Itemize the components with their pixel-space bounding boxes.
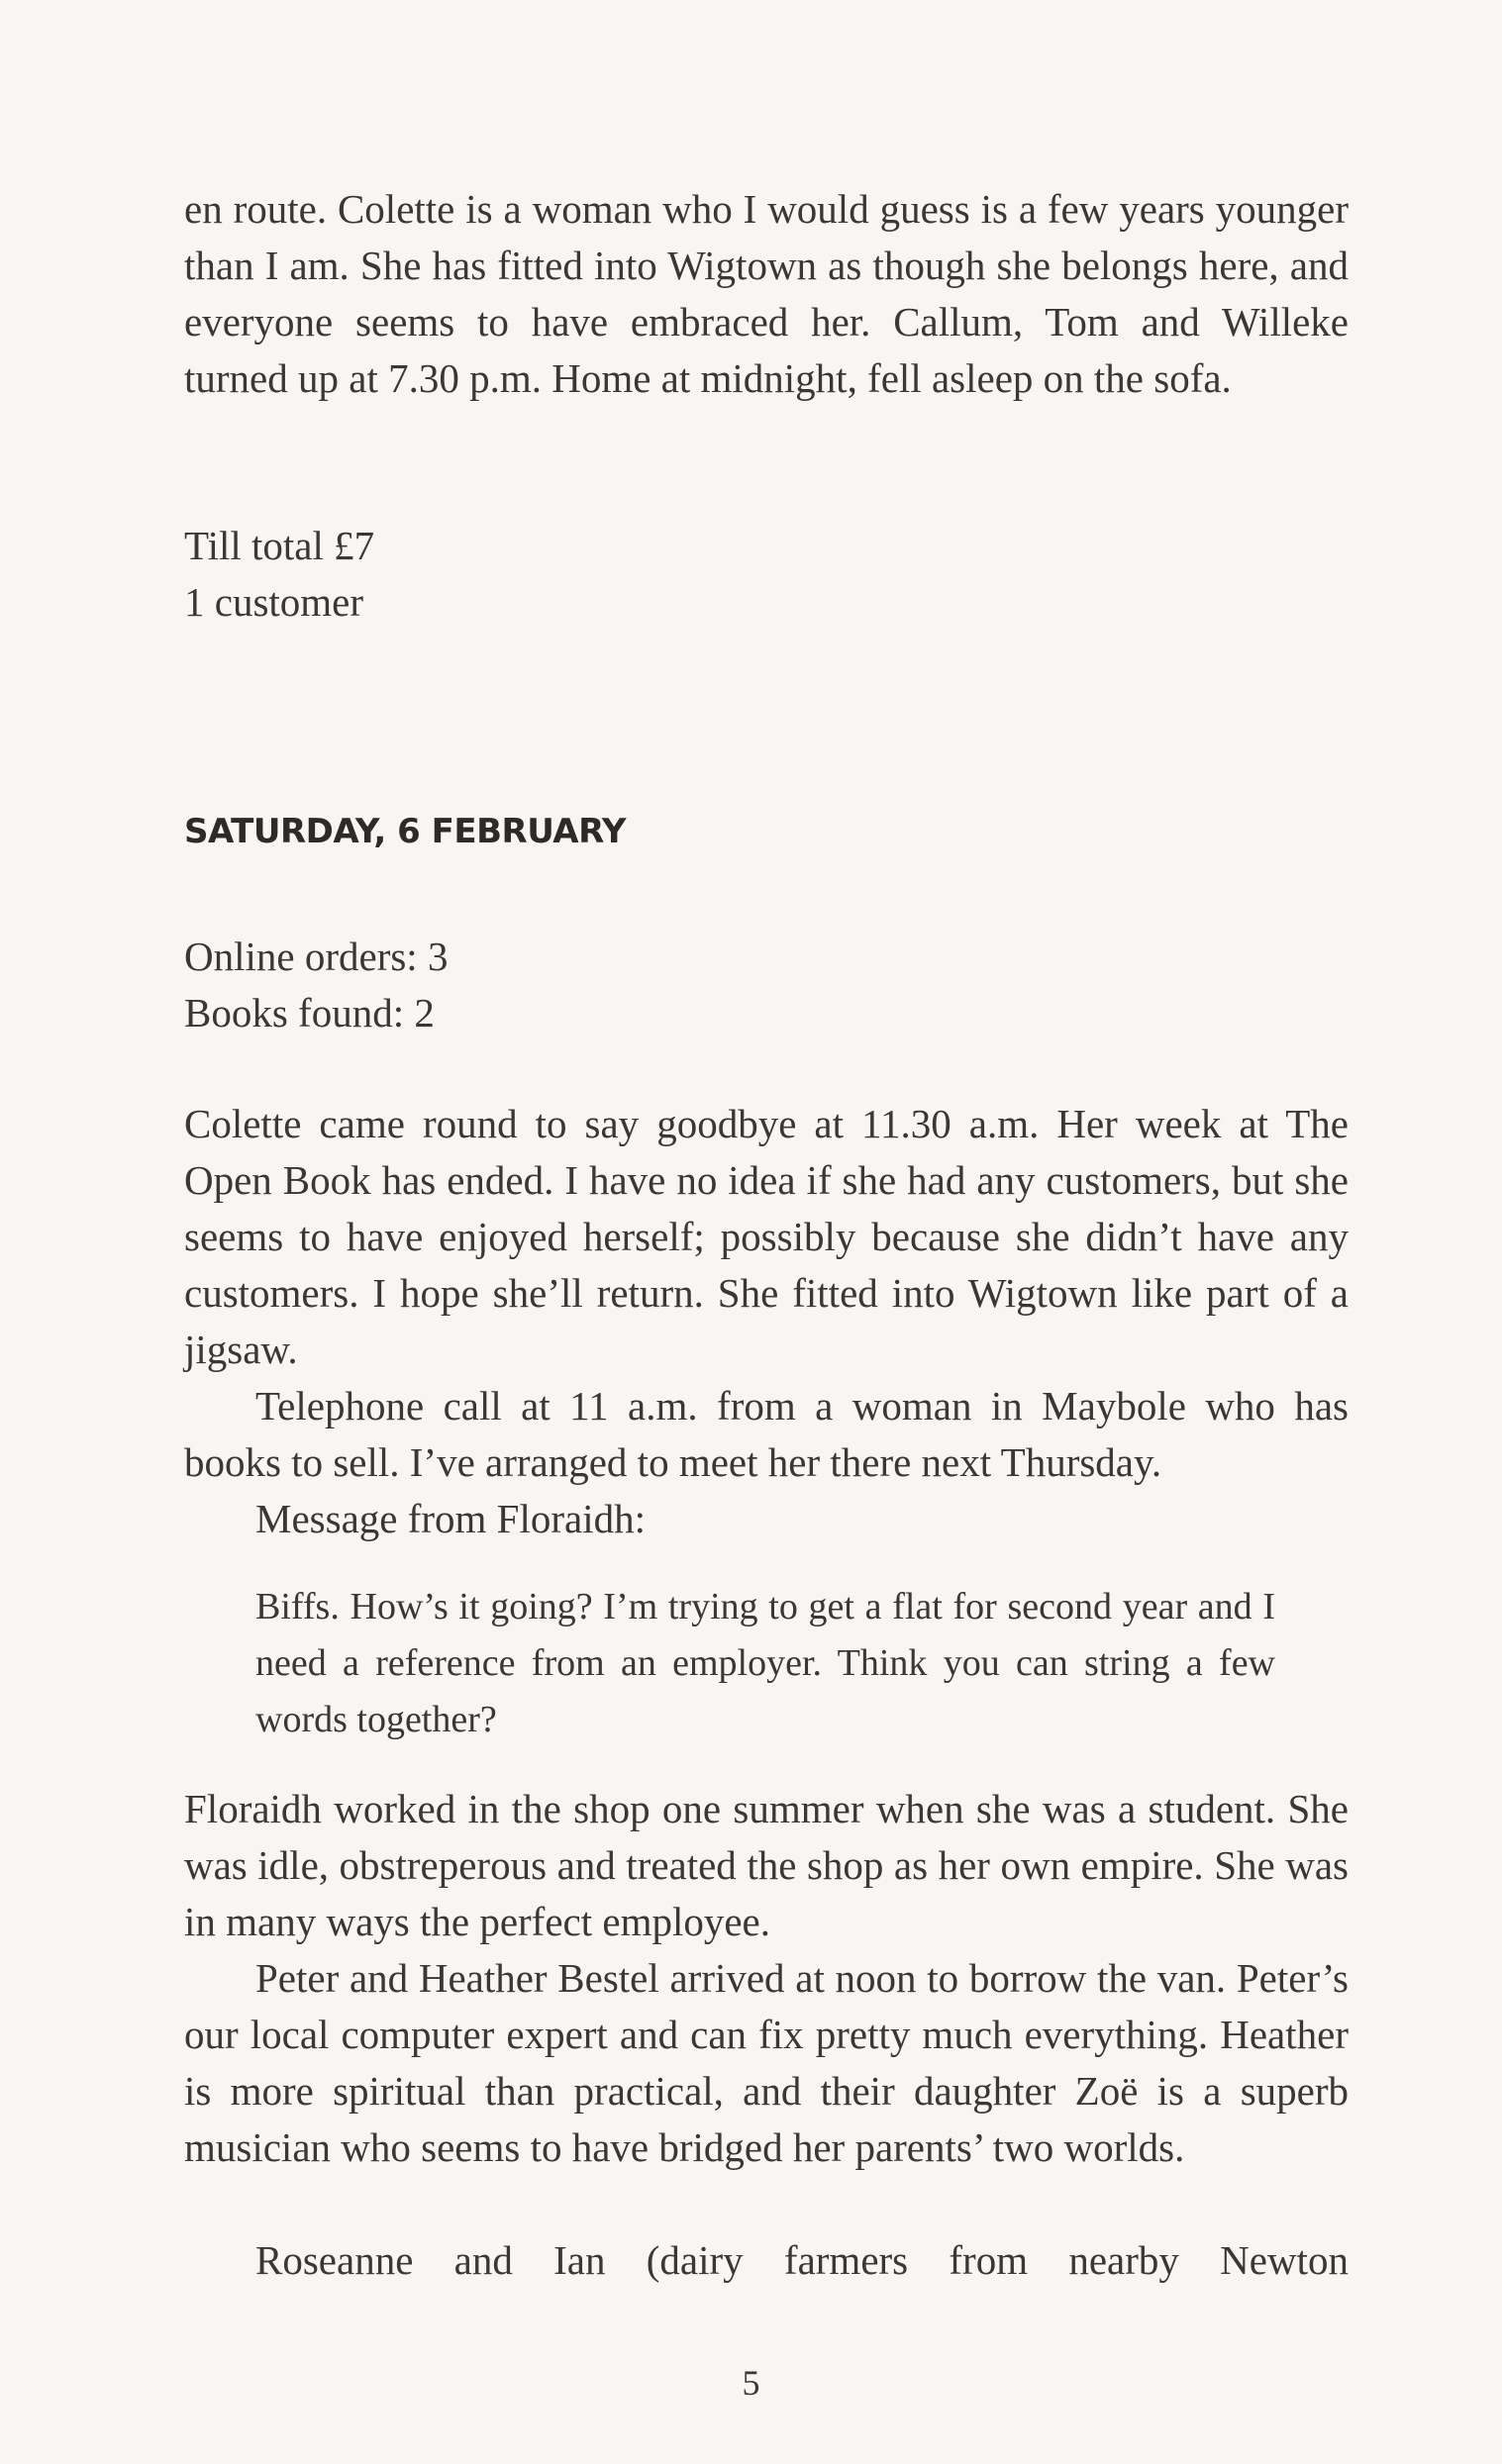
entry-paragraph-1: Colette came round to say goodbye at 11.30 a.m. Her week at The Open Book has ended. I have no idea if she had any customers, but she seems to have enjoyed herself; possibly because she didn’t have any customers. I hope she’ll return. She fitted into Wigtown like part of a jigsaw. <box>184 1101 1349 1372</box>
books-found-line: Books found: 2 <box>184 990 435 1035</box>
entry-paragraph-2: Telephone call at 11 a.m. from a woman in Maybole who has books to sell. I’ve arranged to meet her there next Thursday. <box>184 1383 1349 1485</box>
till-total-line: Till total £7 <box>184 523 375 568</box>
entry-paragraph-6: Roseanne and Ian (dairy farmers from nearby Newton <box>255 2237 1349 2283</box>
entry-paragraph-4: Floraidh worked in the shop one summer when she was a student. She was idle, obstreperous and treated the shop as her own empire. She was in many ways the perfect employee. <box>184 1786 1349 1944</box>
online-orders-line: Online orders: 3 <box>184 934 449 979</box>
entry-paragraph-5: Peter and Heather Bestel arrived at noon to borrow the van. Peter’s our local computer expert and can fix pretty much everything. Heather is more spiritual than practical, and their daughter Zoë is a superb musician who seems to have bridged her parents’ two worlds. <box>184 1955 1349 2170</box>
customer-count-line: 1 customer <box>184 579 364 625</box>
floraidh-message-quote: Biffs. How’s it going? I’m trying to get a flat for second year and I need a reference from an employer. Think you can string a few words together? <box>255 1586 1275 1740</box>
entry-paragraph-3: Message from Floraidh: <box>255 1496 646 1541</box>
page-number: 5 <box>742 2363 760 2403</box>
continuation-paragraph: en route. Colette is a woman who I would guess is a few years younger than I am. She has fitted into Wigtown as though she belongs here, and everyone seems to have embraced her. Callum, Tom and Willeke turned up at 7.30 p.m. Home at midnight, fell asleep on the sofa. <box>184 186 1349 401</box>
entry-date-heading: SATURDAY, 6 FEBRUARY <box>184 812 627 851</box>
